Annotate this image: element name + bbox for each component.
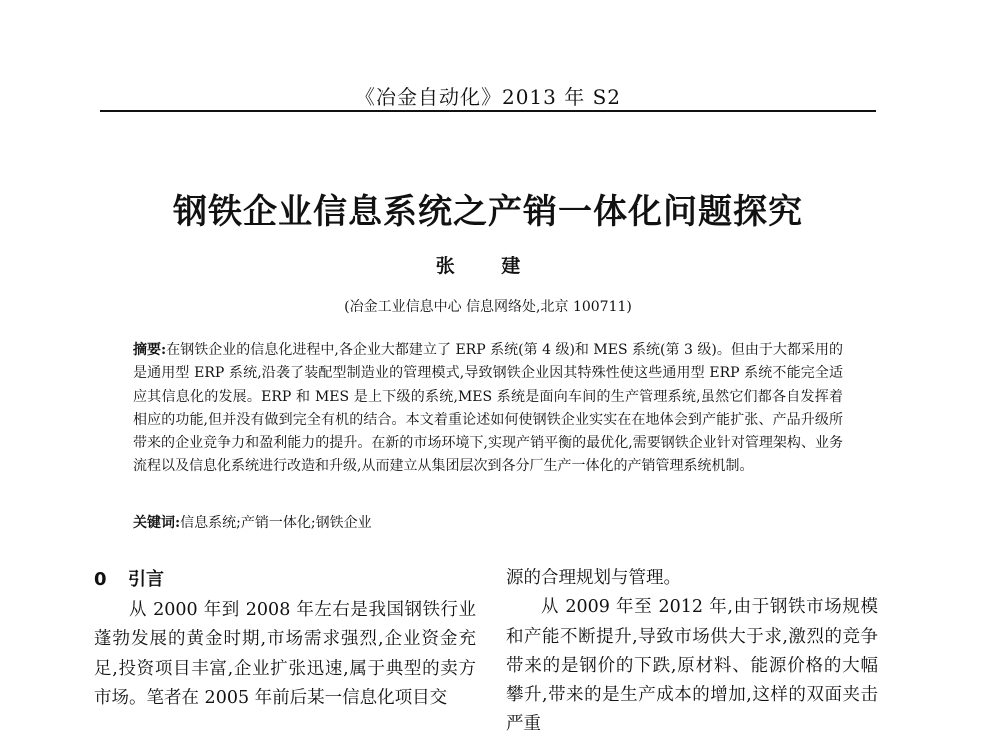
article-title: 钢铁企业信息系统之产销一体化问题探究 <box>173 192 803 232</box>
right-column <box>506 564 878 740</box>
abstract-text: 在钢铁企业的信息化进程中,各企业大都建立了 ERP 系统(第 4 级)和 MES 系统(第 3 级)。但由于大都采用的是通用型 ERP 系统,沿袭了装配型制造业的管理模式,导致钢铁企业因其特殊性使这些通用型 ERP 系统不能完全适应其信息化的发展。ERP 和 MES 是上下级的系统,MES 系统是面向车间的生产管理系统,虽然它们都各自发挥着相应的功能,但并没有做到完全有机的结合。本文着重论述如何使钢铁企业实实在在地体会到产能扩张、产品升级所带来的企业竞争力和盈利能力的提升。在新的市场环境下,实现产销平衡的最优化,需要钢铁企业针对管理架构、业务流程以及信息化系统进行改造和升级,从而建立从集团层次到各分厂生产一体化的产销管理系统机制。 <box>133 342 843 475</box>
intro-paragraph: 从 2000 年到 2008 年左右是我国钢铁行业蓬勃发展的黄金时期,市场需求强烈,企业资金充足,投资项目丰富,企业扩张迅速,属于典型的卖方市场。笔者在 2005 年前后某一信息化项目交 <box>94 600 476 708</box>
author-affiliation: (冶金工业信息中心 信息网络处,北京 100711) <box>344 299 632 315</box>
abstract <box>133 339 843 479</box>
author-name: 张 建 <box>435 255 541 277</box>
continued-text: 源的合理规划与管理。 <box>506 568 681 588</box>
left-column <box>94 568 476 713</box>
keywords <box>133 512 843 534</box>
section-number: 0 <box>94 569 107 590</box>
section-title: 引言 <box>128 569 164 590</box>
journal-header: 《冶金自动化》2013 年 S2 <box>354 85 622 109</box>
right-paragraph: 从 2009 年至 2012 年,由于钢铁市场规模和产能不断提升,导致市场供大于求,激烈的竞争带来的是钢价的下跌,原材料、能源价格的大幅攀升,带来的是生产成本的增加,这样的双面夹击严重 <box>506 597 878 735</box>
section-heading <box>94 568 476 596</box>
abstract-label: 摘要: <box>133 342 167 358</box>
keywords-label: 关键词: <box>133 515 181 531</box>
header-rule <box>100 110 876 112</box>
keywords-text: 信息系统;产销一体化;钢铁企业 <box>180 515 372 531</box>
